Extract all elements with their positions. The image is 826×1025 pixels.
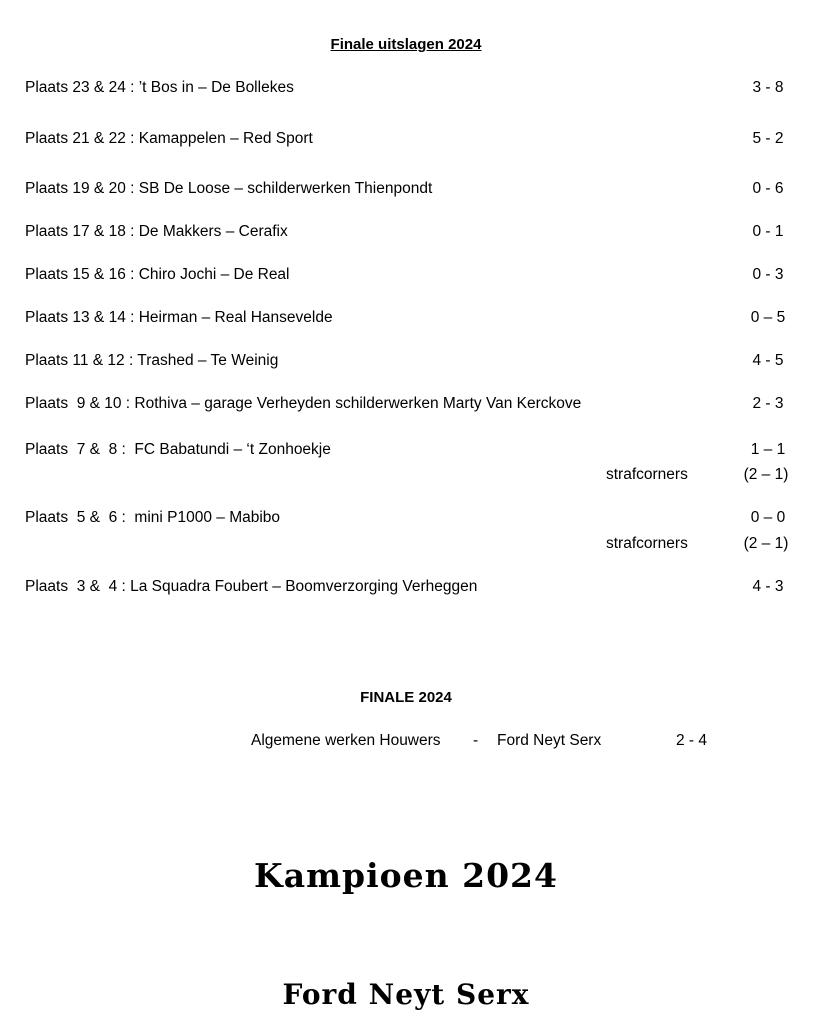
match-row: [25, 509, 805, 531]
penalty-label: strafcorners: [606, 466, 688, 483]
penalty-score: (2 – 1): [743, 466, 789, 483]
match-label: Plaats 21 & 22 : Kamappelen – Red Sport: [25, 130, 313, 147]
match-label: Plaats 15 & 16 : Chiro Jochi – De Real: [25, 266, 290, 283]
match-score: 5 - 2: [752, 130, 784, 147]
match-label: Plaats 19 & 20 : SB De Loose – schilderwerken Thienpondt: [25, 180, 433, 197]
match-label: Plaats 23 & 24 : ’t Bos in – De Bollekes: [25, 79, 294, 96]
penalty-row: [25, 466, 805, 488]
match-score: 1 – 1: [750, 441, 786, 458]
match-label: Plaats 13 & 14 : Heirman – Real Hansevelde: [25, 309, 333, 326]
match-row: [25, 130, 805, 152]
match-row: [25, 352, 805, 374]
match-label: Plaats 5 & 6 : mini P1000 – Mabibo: [25, 509, 281, 526]
match-score: 0 - 6: [752, 180, 784, 197]
match-score: 0 – 0: [750, 509, 786, 526]
match-row: [25, 223, 805, 245]
match-row: [25, 395, 805, 417]
match-label: Plaats 17 & 18 : De Makkers – Cerafix: [25, 223, 288, 240]
match-row: [25, 309, 805, 331]
match-score: 2 - 3: [752, 395, 784, 412]
match-score: 0 - 3: [752, 266, 784, 283]
match-row: [25, 578, 805, 600]
final-team-2: Ford Neyt Serx: [497, 732, 602, 749]
penalty-row: [25, 535, 805, 557]
match-score: 4 - 3: [752, 578, 784, 595]
final-score: 2 - 4: [676, 732, 708, 749]
match-row: [25, 79, 805, 101]
champion-heading: Kampioen 2024: [254, 856, 558, 895]
match-score: 0 - 1: [752, 223, 784, 240]
final-team-1: Algemene werken Houwers: [251, 732, 441, 749]
page-title: Finale uitslagen 2024: [330, 36, 482, 53]
match-label: Plaats 3 & 4 : La Squadra Foubert – Boomverzorging Verheggen: [25, 578, 478, 595]
penalty-score: (2 – 1): [743, 535, 789, 552]
match-label: Plaats 9 & 10 : Rothiva – garage Verheyden schilderwerken Marty Van Kerckove: [25, 395, 582, 412]
match-score: 4 - 5: [752, 352, 784, 369]
match-label: Plaats 7 & 8 : FC Babatundi – ‘t Zonhoekje: [25, 441, 331, 458]
final-match-row: [0, 732, 826, 754]
final-heading: FINALE 2024: [360, 689, 452, 706]
penalty-label: strafcorners: [606, 535, 688, 552]
match-row: [25, 266, 805, 288]
final-separator: -: [473, 732, 479, 749]
match-row: [25, 441, 805, 463]
match-score: 3 - 8: [752, 79, 784, 96]
match-row: [25, 180, 805, 202]
match-score: 0 – 5: [750, 309, 786, 326]
champion-name: Ford Neyt Serx: [282, 978, 530, 1011]
match-label: Plaats 11 & 12 : Trashed – Te Weinig: [25, 352, 279, 369]
